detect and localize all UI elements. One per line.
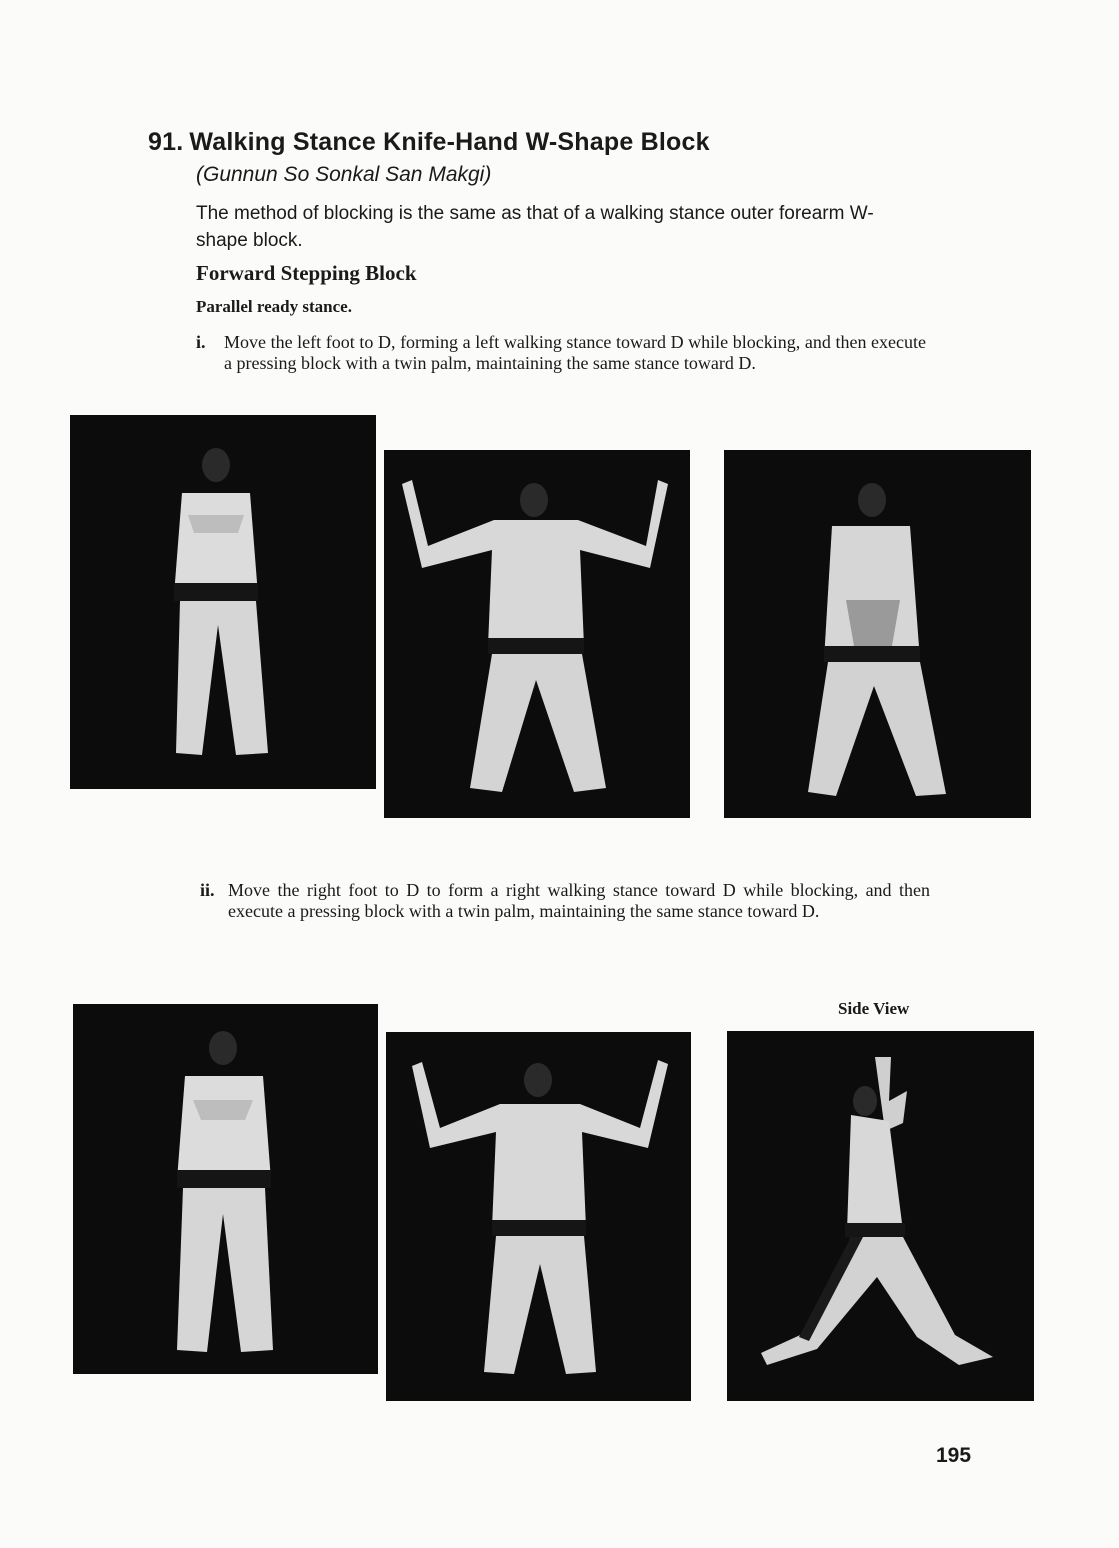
figure-ready-stance-icon [73,1004,378,1374]
intro-paragraph: The method of blocking is the same as that of a walking stance outer forearm W-shape block. [196,203,874,251]
figure-w-block-icon [384,450,690,818]
section-title-text: Walking Stance Knife-Hand W-Shape Block [189,128,710,156]
side-view-label: Side View [838,999,910,1018]
section-number: 91. [148,128,184,156]
ready-stance-label: Parallel ready stance. [196,297,352,316]
photo-w-block-front [384,450,690,818]
photo-ready-stance-front-2 [73,1004,378,1374]
step-item [200,880,930,922]
photo-w-block-front-2 [386,1032,691,1401]
section-subtitle: (Gunnun So Sonkal San Makgi) [196,163,492,186]
figure-w-block-icon [386,1032,691,1401]
figure-ready-stance-icon [70,415,376,789]
photo-ready-stance-front [70,415,376,789]
step-text: Move the left foot to D, forming a left walking stance toward D while blocking, and then execute a pressing block with a twin palm, maintaining the same stance toward D. [224,332,926,373]
step-text: Move the right foot to D to form a right walking stance toward D while blocking, and then execute a pressing block with a twin palm, maintaining the same stance toward D. [228,880,930,921]
photo-side-view [727,1031,1034,1401]
figure-side-view-icon [727,1031,1034,1401]
photo-pressing-block-front [724,450,1031,818]
step-marker: ii. [200,880,215,900]
figure-pressing-block-icon [724,450,1031,818]
step-item [196,332,926,374]
step-marker: i. [196,332,206,352]
forward-stepping-heading: Forward Stepping Block [196,261,417,285]
page-number: 195 [936,1444,972,1467]
section-title [148,128,710,157]
